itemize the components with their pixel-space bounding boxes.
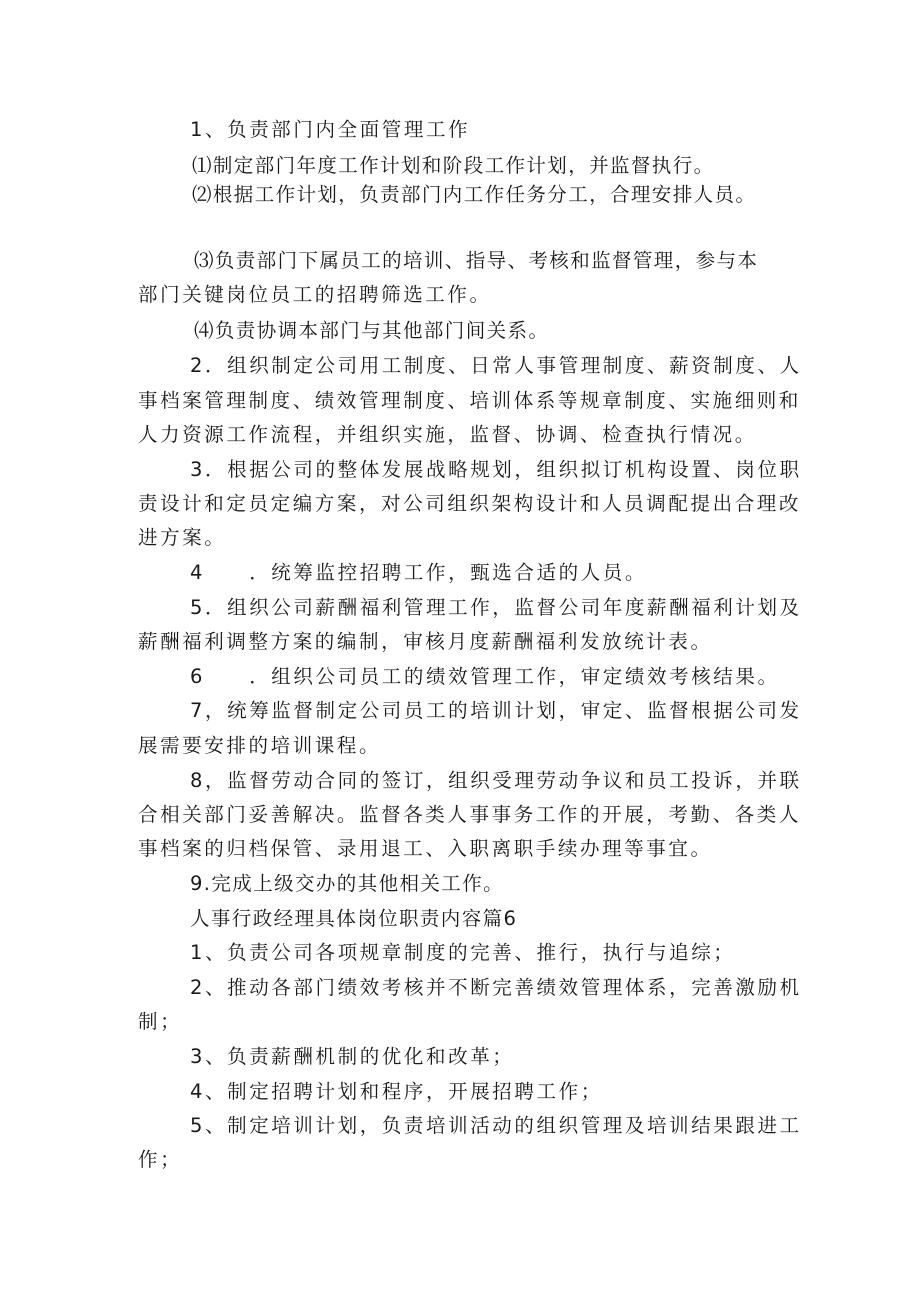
item-6: 6 ．组织公司员工的绩效管理工作，审定绩效考核结果。	[190, 665, 780, 688]
section-item-2-line1: 2、推动各部门绩效考核并不断完善绩效管理体系，完善激励机	[190, 976, 802, 999]
item-1-1: ⑴制定部门年度工作计划和阶段工作计划，并监督执行。	[192, 154, 715, 177]
item-2-line3: 人力资源工作流程，并组织实施，监督、协调、检查执行情况。	[138, 423, 757, 446]
item-5-line2: 薪酬福利调整方案的编制，审核月度薪酬福利发放统计表。	[138, 630, 713, 653]
item-7-line1: 7，统筹监督制定公司员工的培训计划，审定、监督根据公司发	[190, 699, 802, 722]
item-2-line2: 事档案管理制度、绩效管理制度、培训体系等规章制度、实施细则和	[138, 389, 802, 412]
item-4: 4 ．统筹监控招聘工作，甄选合适的人员。	[190, 561, 648, 584]
heading-1: 1、负责部门内全面管理工作	[190, 118, 471, 141]
section-item-5-line2: 作；	[138, 1148, 183, 1171]
section-item-4: 4、制定招聘计划和程序，开展招聘工作；	[190, 1080, 603, 1103]
item-1-2: ⑵根据工作计划，负责部门内工作任务分工，合理安排人员。	[192, 183, 757, 206]
section-item-1: 1、负责公司各项规章制度的完善、推行，执行与追综；	[190, 941, 736, 964]
section-item-3: 3、负责薪酬机制的优化和改革；	[190, 1045, 515, 1068]
item-1-3-line1: ⑶负责部门下属员工的培训、指导、考核和监督管理，参与本	[194, 249, 759, 272]
item-8-line1: 8，监督劳动合同的签订，组织受理劳动争议和员工投诉，并联	[190, 769, 802, 792]
item-1-4: ⑷负责协调本部门与其他部门间关系。	[194, 319, 550, 342]
item-5-line1: 5．组织公司薪酬福利管理工作，监督公司年度薪酬福利计划及	[190, 596, 802, 619]
item-1-3-line2: 部门关键岗位员工的招聘筛选工作。	[138, 283, 492, 306]
section-item-5-line1: 5、制定培训计划，负责培训活动的组织管理及培训结果跟进工	[190, 1114, 802, 1137]
item-7-line2: 展需要安排的培训课程。	[138, 734, 382, 757]
section-title: 人事行政经理具体岗位职责内容篇6	[190, 907, 518, 930]
item-3-line3: 进方案。	[138, 526, 227, 549]
item-3-line2: 责设计和定员定编方案，对公司组织架构设计和人员调配提出合理改	[138, 492, 802, 515]
item-2-line1: 2．组织制定公司用工制度、日常人事管理制度、薪资制度、人	[190, 354, 802, 377]
item-8-line3: 事档案的归档保管、录用退工、入职离职手续办理等事宜。	[138, 837, 713, 860]
item-8-line2: 合相关部门妥善解决。监督各类人事事务工作的开展，考勤、各类人	[138, 803, 802, 826]
item-3-line1: 3．根据公司的整体发展战略规划，组织拟订机构设置、岗位职	[190, 458, 802, 481]
item-9: 9.完成上级交办的其他相关工作。	[190, 872, 505, 895]
section-item-2-line2: 制；	[138, 1010, 183, 1033]
